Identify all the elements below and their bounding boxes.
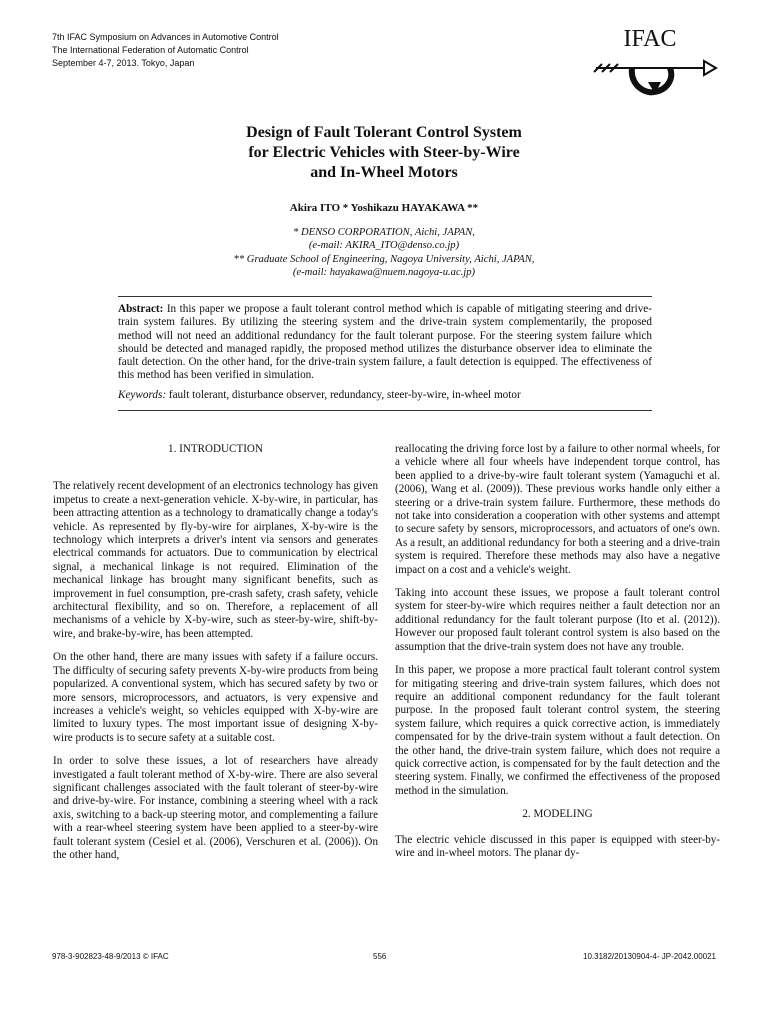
section-heading-introduction: 1. INTRODUCTION [168,443,263,455]
author-list: Akira ITO * Yoshikazu HAYAKAWA ** [289,202,479,214]
keywords [118,389,652,402]
paragraph: On the other hand, there are many issues with safety if a failure occurs. The difficulty of securing safety prevents X-by-wire products from being popularized. A conventional system, which has secured safety by two or more sensors, microprocessors, and actuators, is very expensive and increases a vehicle's weight, so vehicles equipped with X-by-wire are limited to luxury types. The most important issue of designing X-by-wire products is to secure safety at a suitable cost. [53,651,378,744]
affiliation-email: (e-mail: AKIRA_ITO@denso.co.jp) [308,240,460,252]
paragraph: Taking into account these issues, we propose a fault tolerant control system for steer-by-wire which requires neither a fault detection nor an additional redundancy for the fault tolerant purpose (Ito et al. (2012)). However our proposed fault tolerant control system is also based on the assumption that the drive-train system does not have any trouble. [395,587,720,653]
conference-header [52,31,279,70]
abstract-block [118,296,652,411]
affiliations [0,226,768,279]
left-column [53,443,378,872]
abstract-label: Abstract: [118,303,164,315]
section-heading-modeling: 2. MODELING [522,808,593,821]
footer-isbn: 978-3-902823-48-9/2013 © IFAC [52,952,169,961]
abstract-text: In this paper we propose a fault tolerant control method which is capable of mitigating steering and drive-train system failures. By utilizing the steering system and the drive-train system complementarily, the proposed method will not need an additional redundancy for the fault tolerant purpose. For the steering system failure which should be detected and managed rapidly, the proposed method utilizes the disturbance observer idea to eliminate the fault detection. On the other hand, for the drive-train system failure, a fault detection is equipped. The effectiveness of this method has been verified in simulation. [118,303,652,382]
header-line-3: September 4-7, 2013. Tokyo, Japan [52,58,195,68]
ifac-logo [592,24,718,104]
page-number: 556 [373,952,387,961]
paragraph: The electric vehicle discussed in this paper is equipped with steer-by-wire and in-wheel motors. The planar dy- [395,833,720,859]
affiliation-line: * DENSO CORPORATION, Aichi, JAPAN, [293,227,475,238]
affiliation-line: ** Graduate School of Engineering, Nagoya University, Aichi, JAPAN, [233,253,535,265]
keywords-label: Keywords: [118,388,167,401]
keywords-text: fault tolerant, disturbance observer, redundancy, steer-by-wire, in-wheel motor [168,388,521,401]
affiliation-email: (e-mail: hayakawa@nuem.nagoya-u.ac.jp) [292,266,476,278]
abstract [118,303,652,383]
header-line-1: 7th IFAC Symposium on Advances in Automotive Control [52,32,279,42]
right-column [395,443,720,870]
paragraph: The relatively recent development of an electronics technology has given impetus to create a next-generation vehicle. X-by-wire, in particular, has been attracting attention as a technology to dramatically change a today's vehicle. As represented by fly-by-wire for airplanes, X-by-wire is the technology which interprets a driver's intent via sensors and generates electrical commands for actuators. Due to communication by electrical signal, a mechanical linkage is not required. Elimination of the mechanical linkage has brought many significant benefits, such as improvement in fuel consumption, pre-crash safety, crash safety, vehicle architectural flexibility, and so on. Therefore, a replacement of all mechanisms of a vehicle by X-by-wire, such as steer-by-wire, shift-by-wire, and brake-by-wire, has been attempted. [53,480,378,640]
paragraph: reallocating the driving force lost by a failure to other normal wheels, for a vehicle where all four wheels have independent torque control, has been applied to a drive-by-wire fault tolerant system (Yamaguchi et al. (2006), Wang et al. (2009)). These previous works handle only either a steering or a drive-train system failure. Furthermore, these methods do not take into consideration a cooperation with other systems and attempt to secure safety by sensors, microprocessors, and actuators of one's own. As a result, an additional redundancy for both a steering and a drive-train system is required. Therefore these methods may also have a negative impact on a cost and a vehicle's weight. [395,443,720,576]
title-line-1: Design of Fault Tolerant Control System [246,124,522,141]
paragraph: In this paper, we propose a more practical fault tolerant control system for mitigating steering and drive-train system failures, which does not require an additional component redundancy for the fault tolerant purpose. In the proposed fault tolerant control system, the steering system failure, which requires a quick corrective action, is immediately compensated for by the drive-train system without a fault detection. On the other hand, the drive-train system failure, which does not require a quick corrective action, is compensated for by the fault detection and the steering system. Finally, we confirmed the effectiveness of the proposed method in the simulation. [395,664,720,797]
title-line-3: and In-Wheel Motors [310,164,458,181]
paper-title [0,123,768,183]
header-line-2: The International Federation of Automatic Control [52,45,249,55]
logo-text: IFAC [623,26,677,52]
paragraph: In order to solve these issues, a lot of researchers have already investigated a fault tolerant method of X-by-wire. There are also several significant challenges associated with the fault tolerant of steer-by-wire and drive-by-wire. For instance, combining a steering wheel with a rack axis, switching to a back-up steering motor, and complementing a failure with a rear-wheel steering system have been applied to a steer-by-wire fault tolerant system (Cesiel et al. (2006), Verschuren et al. (2006)). On the other hand, [53,755,378,861]
title-line-2: for Electric Vehicles with Steer-by-Wire [248,144,520,161]
footer-doi: 10.3182/20130904-4- JP-2042.00021 [583,952,716,961]
